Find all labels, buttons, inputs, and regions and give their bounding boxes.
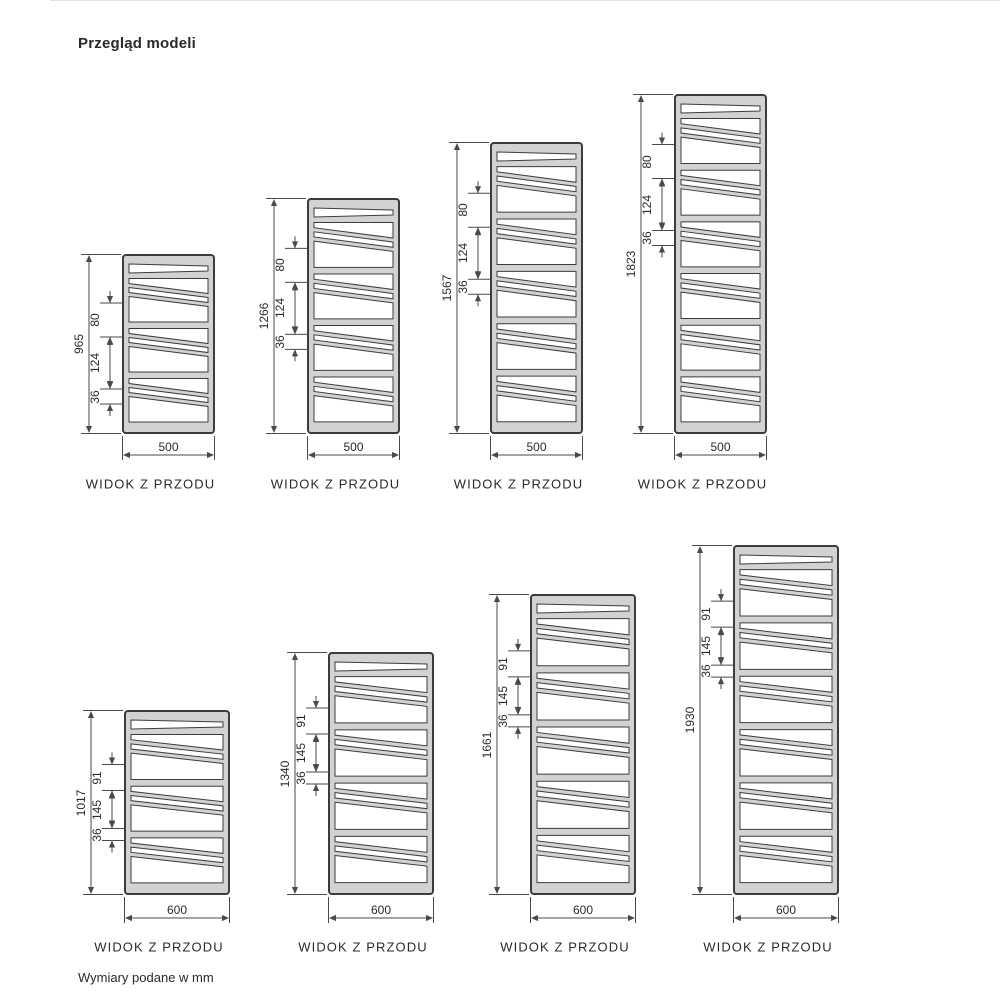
inner-dim-label-80-model-2: 80 [456,203,470,217]
inner-dim-label-124-model-2: 124 [456,243,470,264]
height-dim-label-965: 965 [72,333,86,355]
view-label-0-0: WIDOK Z PRZODU [85,476,216,492]
width-dim-label-600-model-3: 600 [775,903,797,917]
page-title: Przegląd modeli [78,35,197,52]
width-dim-label-600-model-0: 600 [166,903,188,917]
view-label-0-2: WIDOK Z PRZODU [453,476,584,492]
height-dim-label-1930: 1930 [683,706,697,734]
inner-dim-label-145-model-2: 145 [496,685,510,706]
height-dim-label-1567: 1567 [440,274,454,302]
inner-dim-label-36-model-2: 36 [456,280,470,294]
inner-dim-label-145-model-0: 145 [90,799,104,820]
width-dim-label-500-model-3: 500 [710,440,731,454]
view-label-1-2: WIDOK Z PRZODU [500,939,630,955]
width-dim-label-600-model-1: 600 [370,903,392,917]
height-dim-label-1661: 1661 [480,731,494,758]
view-label-0-3: WIDOK Z PRZODU [637,476,768,492]
inner-dim-label-124-model-0: 124 [88,352,102,374]
inner-dim-label-36-model-1: 36 [294,771,308,785]
height-dim-label-1017: 1017 [74,789,88,816]
inner-dim-label-80-model-3: 80 [640,154,654,169]
inner-dim-label-80-model-1: 80 [273,258,287,273]
width-dim-label-600-model-2: 600 [572,903,594,917]
width-dim-label-500-model-2: 500 [526,440,547,454]
inner-dim-label-91-model-3: 91 [699,607,713,621]
width-dim-label-500-model-1: 500 [343,440,364,454]
inner-dim-label-80-model-0: 80 [88,313,102,327]
inner-dim-label-36-model-3: 36 [699,664,713,678]
inner-dim-label-124-model-1: 124 [273,298,287,319]
view-label-1-1: WIDOK Z PRZODU [298,939,428,955]
inner-dim-label-91-model-1: 91 [294,714,308,728]
inner-dim-label-36-model-3: 36 [640,231,654,245]
inner-dim-label-36-model-0: 36 [90,827,104,842]
inner-dim-label-36-model-2: 36 [496,714,510,728]
width-dim-label-500-model-0: 500 [158,440,179,454]
radiator-figure-1823x500 [633,95,767,461]
height-dim-label-1266: 1266 [257,302,271,330]
view-label-1-3: WIDOK Z PRZODU [703,939,833,955]
height-dim-label-1823: 1823 [624,250,638,278]
inner-dim-label-36-model-0: 36 [88,389,102,404]
height-dim-label-1340: 1340 [278,760,292,787]
inner-dim-label-36-model-1: 36 [273,335,287,349]
inner-dim-label-91-model-2: 91 [496,657,510,671]
view-label-0-1: WIDOK Z PRZODU [270,476,401,492]
radiator-figure-1930x600 [692,546,839,924]
radiator-figure-1661x600 [489,595,636,924]
radiator-figure-1266x500 [266,199,400,461]
radiator-figure-1567x500 [449,143,583,461]
inner-dim-label-145-model-3: 145 [699,636,713,657]
view-label-1-0: WIDOK Z PRZODU [94,939,224,955]
radiator-figure-1017x600 [83,711,230,924]
inner-dim-label-124-model-3: 124 [640,194,654,215]
radiator-figure-1340x600 [287,653,434,924]
units-note: Wymiary podane w mm [78,970,214,985]
inner-dim-label-91-model-0: 91 [90,770,104,785]
inner-dim-label-145-model-1: 145 [294,742,308,763]
